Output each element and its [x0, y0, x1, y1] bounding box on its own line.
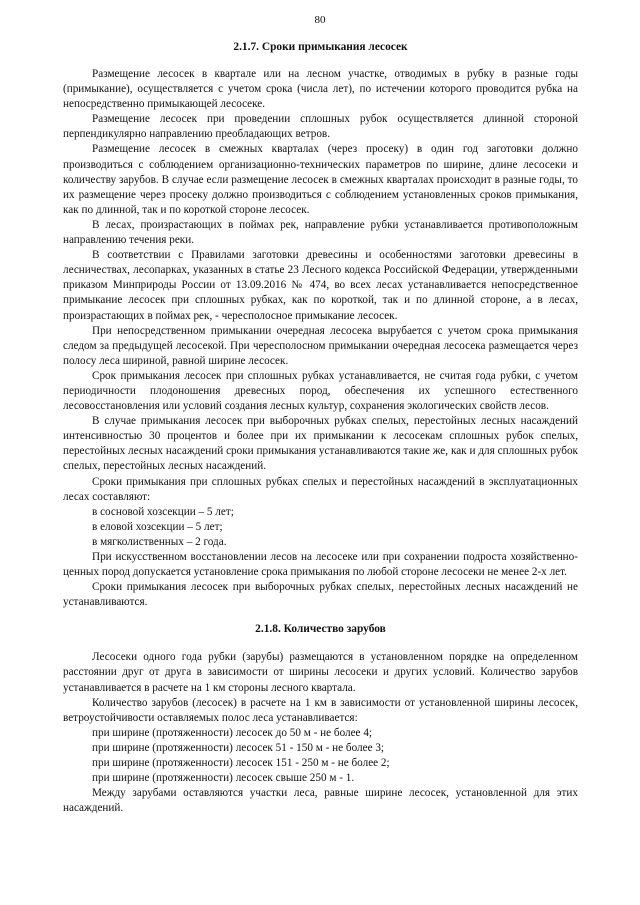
paragraph: Срок примыкания лесосек при сплошных рубках устанавливается, не считая года рубки, с учетом периодичности плодоношения древесных пород, обеспечения их успешного естественного лесовосстановления или условий создания лесных культур, сохранения экологических свойств лесов.	[63, 369, 578, 413]
paragraph: Размещение лесосек в квартале или на лесном участке, отводимых в рубку в разные годы (примыкание), осуществляется с учетом срока (числа лет), по истечении которого проводится рубка на непосредственно примыкающей лесосеке.	[63, 68, 578, 111]
list-item: в еловой хозсекции – 5 лет;	[92, 520, 223, 533]
paragraph: При искусственном восстановлении лесов на лесосеке или при сохранении подроста хозяйственно-ценных пород допускается установление срока примыкания по любой стороне лесосеки не менее 2-х лет.	[63, 551, 578, 579]
section-heading-cut-count: 2.1.8. Количество зарубов	[255, 623, 386, 636]
paragraph: Сроки примыкания при сплошных рубках спелых и перестойных насаждений в эксплуатационных лесах составляют:	[63, 475, 578, 503]
list-item: в мягколиственных – 2 года.	[92, 535, 227, 548]
paragraph: Между зарубами оставляются участки леса, равные ширине лесосек, установленной для этих насаждений.	[63, 787, 578, 815]
page-number: 80	[314, 14, 326, 26]
list-item: при ширине (протяженности) лесосек свыше 250 м - 1.	[92, 772, 355, 785]
paragraph: В случае примыкания лесосек при выборочных рубках спелых, перестойных лесных насаждений интенсивностью 30 процентов и более при их примыкании к лесосекам сплошных рубок спелых, перестойных лесных насаждений сроки примыкания устанавливаются такие же, как и для сплошных рубок спелых, перестойных лесных насаждений.	[63, 415, 578, 473]
list-item: при ширине (протяженности) лесосек до 50 м - не более 4;	[92, 726, 373, 739]
list-item: в сосновой хозсекции – 5 лет;	[92, 505, 234, 518]
page-body	[63, 40, 578, 816]
paragraph: В соответствии с Правилами заготовки древесины и особенностями заготовки древесины в лесничествах, лесопарках, указанных в статье 23 Лесного кодекса Российской Федерации, утвержденными приказом Минприроды России от 13.09.2016 № 474, во всех лесах устанавливается непосредственное примыкание лесосек при сплошных рубках, как по короткой, так и по длинной стороне, а в лесах, произрастающих в поймах рек, - чересполосное примыкание лесосек.	[63, 249, 578, 322]
list-item: при ширине (протяженности) лесосек 151 - 250 м - не более 2;	[92, 757, 390, 770]
paragraph: Количество зарубов (лесосек) в расчете на 1 км в зависимости от установленной ширины лесосек, ветроустойчивости оставляемых полос леса устанавливается:	[63, 696, 578, 724]
paragraph: Сроки примыкания лесосек при выборочных рубках спелых, перестойных лесных насаждений не устанавливаются.	[63, 581, 578, 609]
paragraph: Лесосеки одного года рубки (зарубы) размещаются в установленном порядке на определенном расстоянии друг от друга в зависимости от ширины лесосеки и других условий. Количество зарубов устанавливается в расчете на 1 км стороны лесного квартала.	[63, 651, 578, 694]
paragraph: Размещение лесосек в смежных кварталах (через просеку) в один год заготовки должно производиться с соблюдением организационно-технических параметров по ширине, длине лесосеки и количеству зарубов. В случае если размещение лесосек в смежных кварталах происходит в разные годы, то их размещение через просеку должно производиться с соблюдением установленных сроков примыкания, как по длинной, так и по короткой стороне лесосек.	[63, 143, 578, 216]
list-item: при ширине (протяженности) лесосек 51 - 150 м - не более 3;	[92, 741, 385, 754]
section-heading-adjacency: 2.1.7. Сроки примыкания лесосек	[233, 41, 408, 53]
paragraph: В лесах, произрастающих в поймах рек, направление рубки устанавливается противоположным направлению течения реки.	[63, 218, 578, 247]
paragraph: Размещение лесосек при проведении сплошных рубок осуществляется длинной стороной перпендикулярно направлению преобладающих ветров.	[63, 113, 578, 141]
paragraph: При непосредственном примыкании очередная лесосека вырубается с учетом срока примыкания следом за предыдущей лесосекой. При чересполосном примыкании очередная лесосека размещается через полосу леса шириной, равной ширине лесосек.	[63, 324, 578, 367]
